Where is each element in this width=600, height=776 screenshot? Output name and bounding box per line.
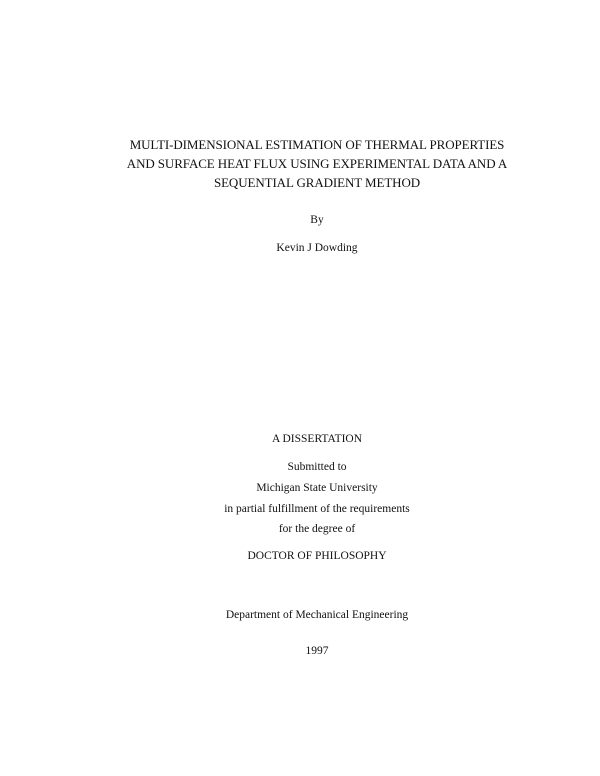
- by-label: By: [310, 214, 324, 226]
- degree-name: DOCTOR OF PHILOSOPHY: [247, 550, 387, 562]
- year: 1997: [305, 645, 329, 657]
- university-name: Michigan State University: [256, 482, 378, 494]
- title-line-2: AND SURFACE HEAT FLUX USING EXPERIMENTAL DATA AND A: [126, 156, 508, 171]
- department-name: Department of Mechanical Engineering: [225, 609, 409, 621]
- document-type: A DISSERTATION: [271, 433, 363, 445]
- degree-intro: for the degree of: [278, 523, 356, 535]
- fulfillment-statement: in partial fulfillment of the requirements: [224, 503, 410, 515]
- title-line-1: MULTI-DIMENSIONAL ESTIMATION OF THERMAL PROPERTIES: [129, 137, 505, 152]
- author-name: Kevin J Dowding: [276, 242, 358, 254]
- submitted-to: Submitted to: [287, 461, 347, 473]
- title-line-3: SEQUENTIAL GRADIENT METHOD: [213, 175, 421, 190]
